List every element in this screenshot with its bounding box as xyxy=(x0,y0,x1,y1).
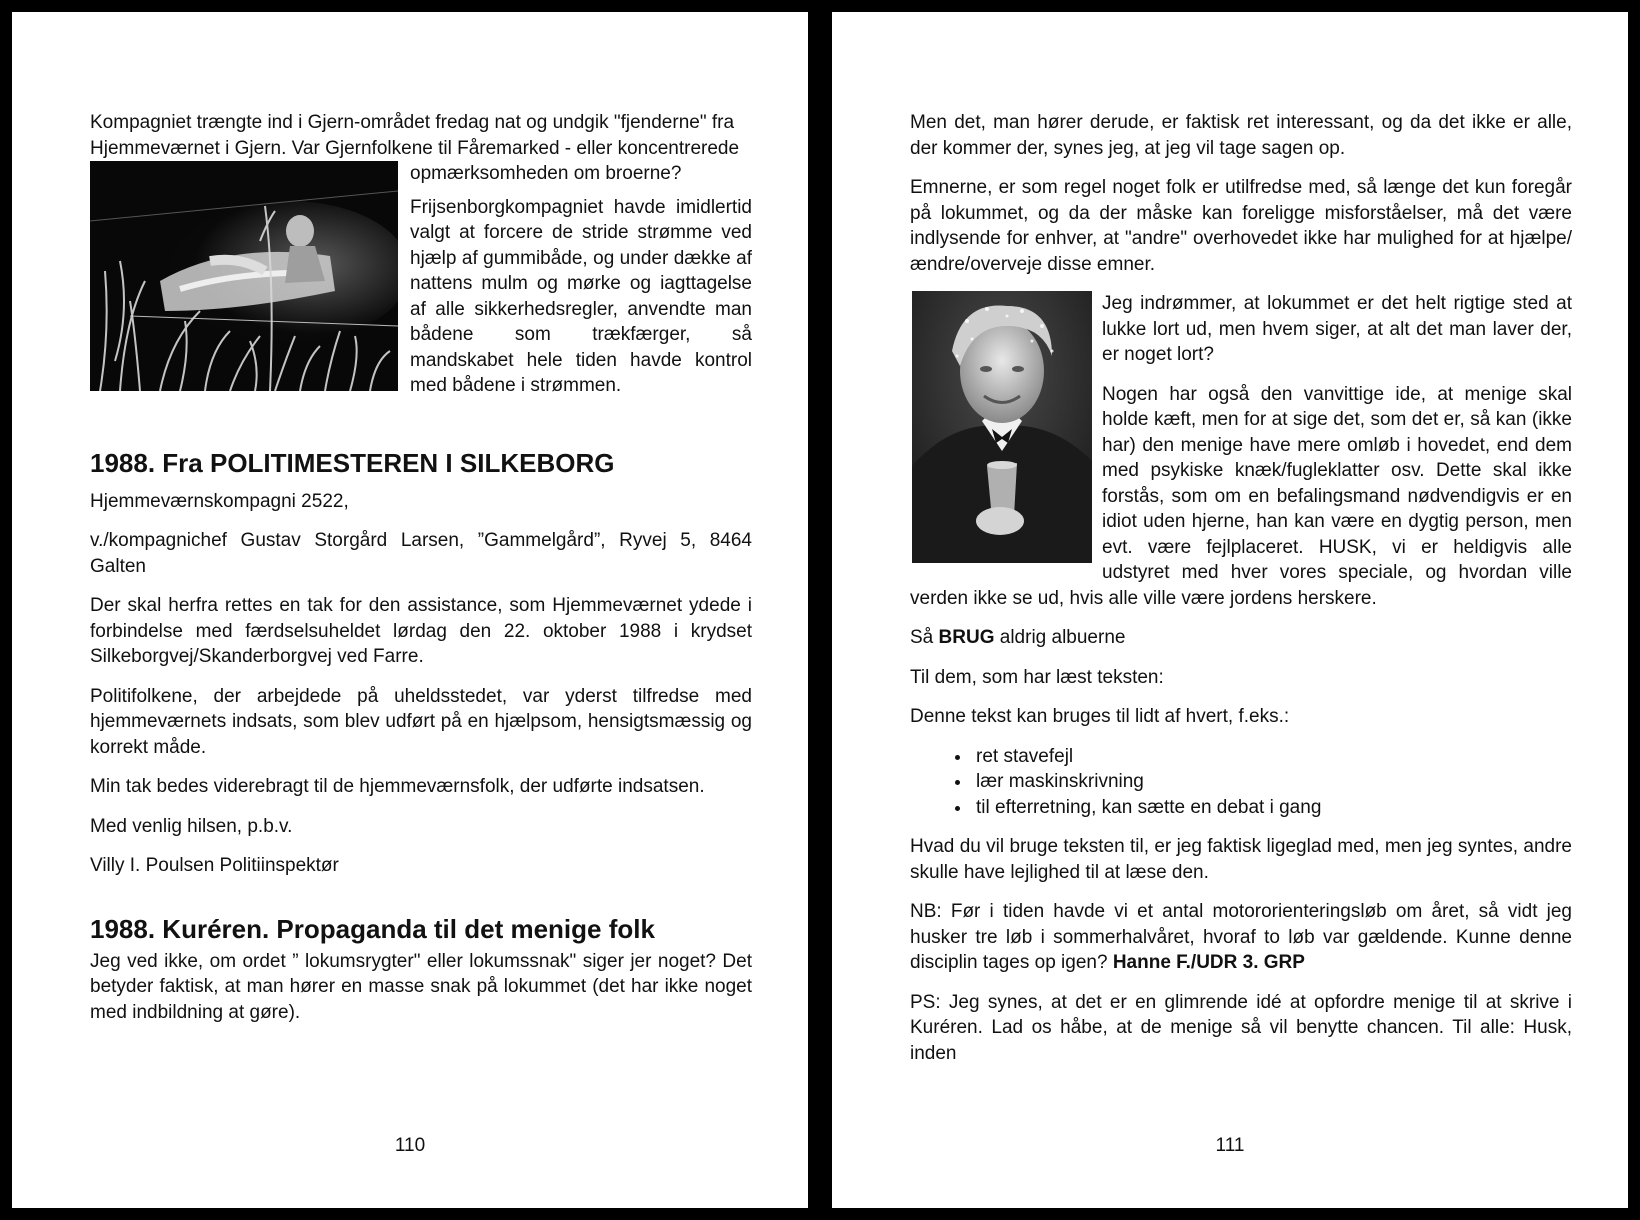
portrait-photo xyxy=(912,291,1092,563)
page-number-right: 111 xyxy=(1215,1134,1245,1156)
right-paragraph-8 xyxy=(910,899,1572,976)
letter-closing: Med venlig hilsen, p.b.v. xyxy=(90,815,293,837)
letter-signature: Villy I. Poulsen Politiinspektør xyxy=(90,855,339,876)
left-text-column xyxy=(90,110,752,1039)
letter-paragraph-2: Politifolkene, der arbejdede på uheldsstedet, var yderst tilfredse med hjemmeværnets indsats, som blev udført på en hjælpsom, hensigtsmæssig og korrekt måde. xyxy=(90,685,752,758)
portrait-photo-image xyxy=(912,291,1092,563)
nb-text: NB: Før i tiden havde vi et antal motororienteringsløb om året, så vidt jeg husker tre løb i sommerhalvåret, hvoraf to løb var gældende. Kunne denne disciplin tages op igen? xyxy=(910,901,1572,973)
letter-paragraph-3: Min tak bedes viderebragt til de hjemmeværnsfolk, der udførte indsatsen. xyxy=(90,776,705,797)
letter-paragraph-1: Der skal herfra rettes en tak for den assistance, som Hjemmeværnet ydede i forbindelse med færdselsuheldet lørdag den 22. oktober 1988 i krydset Silkeborgvej/Skanderborgvej ved Farre. xyxy=(90,595,752,667)
boat-photo xyxy=(90,161,398,391)
page-number-left: 110 xyxy=(394,1134,426,1156)
address-line-1: Hjemmeværnskompagni 2522, xyxy=(90,490,349,512)
page-right xyxy=(832,12,1628,1208)
list-item: • lær maskinskrivning xyxy=(972,769,1572,795)
heading-kureren: 1988. Kuréren. Propaganda til det menige folk xyxy=(90,913,655,944)
intro-text: Kompagniet trængte ind i Gjern-området fredag nat og undgik "fjenderne" fra Hjemmeværnet i Gjern. Var Gjernfolkene til Fåremarked - eller koncentrerede xyxy=(90,112,740,159)
right-text-column xyxy=(910,110,1572,1080)
address-line-2: v./kompagnichef Gustav Storgård Larsen, ”Gammelgård”, Ryvej 5, 8464 Galten xyxy=(90,530,752,577)
usage-list xyxy=(910,744,1572,821)
brug-post: aldrig albuerne xyxy=(994,627,1126,648)
brug-line xyxy=(910,625,1572,651)
nb-signature: Hanne F./UDR 3. GRP xyxy=(1112,952,1305,973)
right-paragraph-2: Emnerne, er som regel noget folk er utilfredse med, så længe det kun foregår på lokummet, og da der måske kan foreligge misforståelser, må det være indlysende for enhver, at "andre" overhovedet ikke har mulighed for at hjælpe/ændre/overveje disse emner. xyxy=(910,177,1572,275)
heading-politimester: 1988. Fra POLITIMESTEREN I SILKEBORG xyxy=(90,447,615,478)
photo-paragraph: Frijsenborgkompagniet havde imidlertid valgt at forcere de stride strømme ved hjælp af gummibåde, og under dække af nattens mulm og mørke og iagttagelse af alle sikkerhedsregler, anvendte man bådene som trækfærger, så mandskabet hele tiden havde kontrol med bådene i strømmen. xyxy=(410,196,752,396)
right-paragraph-5: Til dem, som har læst teksten: xyxy=(910,666,1164,688)
brug-bold: BRUG xyxy=(938,627,995,648)
page-left xyxy=(12,12,808,1208)
list-item: • ret stavefejl xyxy=(972,744,1572,770)
boat-photo-image xyxy=(90,161,398,391)
intro-text-end: opmærksomheden om broerne? xyxy=(410,163,682,184)
right-paragraph-6: Denne tekst kan bruges til lidt af hvert, f.eks.: xyxy=(910,706,1290,727)
right-paragraph-9: PS: Jeg synes, at det er en glimrende idé at opfordre menige til at skrive i Kuréren. Lad os håbe, at de menige så vil benytte chancen. Til alle: Husk, inden xyxy=(910,991,1572,1064)
right-paragraph-4: Nogen har også den vanvittige ide, at menige skal holde kæft, men for at sige det, som det er, så kan (ikke har) den menige have mere omløb i hovedet, end dem med psykiske knæk/fugleklatter osv. Dette skal ikke forstås, som om en befalingsmand nødvendigvis er en idiot uden hjerne, han kan være en dygtig person, men evt. være fejlplaceret. HUSK, vi er heldigvis alle udstyret med hver vores speciale, og hvordan ville verden ikke se ud, hvis alle ville være jordens herskere. xyxy=(910,383,1572,609)
right-paragraph-1: Men det, man hører derude, er faktisk ret interessant, og da det ikke er alle, der kommer der, synes jeg, at jeg vil tage sagen op. xyxy=(910,112,1572,159)
right-paragraph-3: Jeg indrømmer, at lokummet er det helt rigtige sted at lukke lort ud, men hvem siger, at alt det man laver der, er noget lort? xyxy=(1102,293,1572,365)
kureren-paragraph: Jeg ved ikke, om ordet ” lokumsrygter" eller lokumssnak" siger jer noget? Det betyder faktisk, at man hører en masse snak på lokummet (det har ikke noget med indbildning at gøre). xyxy=(90,950,752,1023)
right-paragraph-7: Hvad du vil bruge teksten til, er jeg faktisk ligeglad med, men jeg syntes, andre skulle have lejlighed til at læse den. xyxy=(910,836,1572,883)
list-item: • til efterretning, kan sætte en debat i gang xyxy=(972,795,1572,821)
brug-pre: Så xyxy=(910,627,939,648)
